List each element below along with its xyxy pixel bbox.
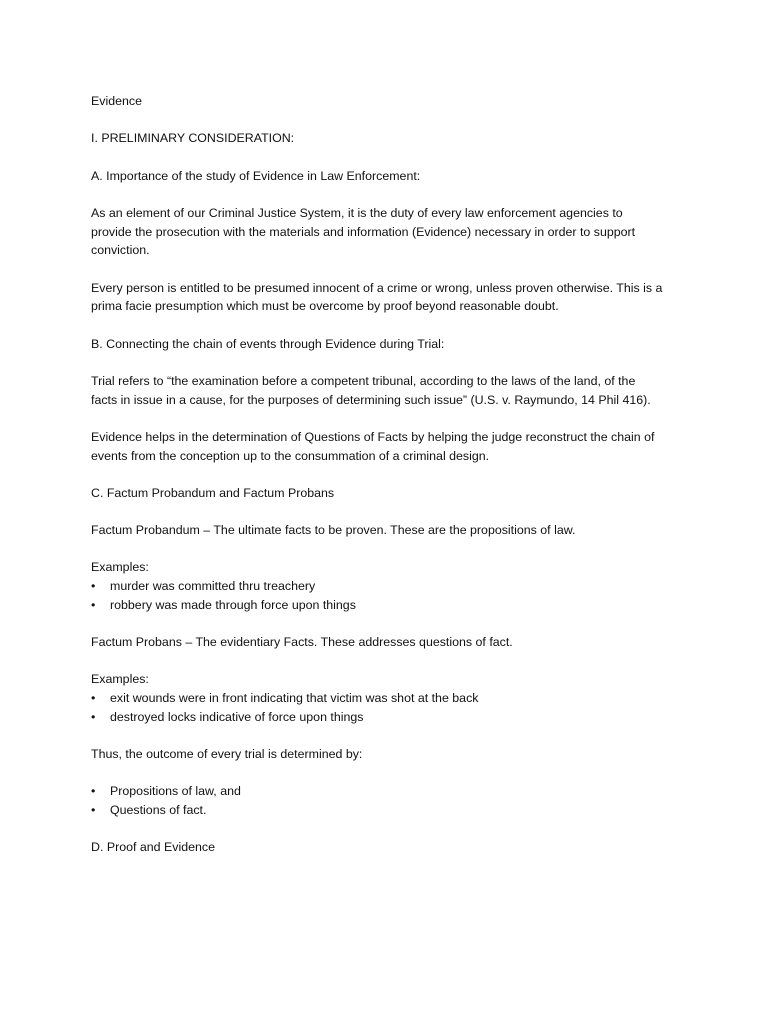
outcome-intro: Thus, the outcome of every trial is determined by: xyxy=(91,747,363,762)
paragraph-line: provide the prosecution with the materials and information (Evidence) necessary in order to support xyxy=(91,224,636,239)
list-item xyxy=(91,782,691,801)
examples-list-probans xyxy=(91,689,691,726)
section-heading-preliminary: I. PRELIMINARY CONSIDERATION: xyxy=(91,131,295,146)
list-item-text: exit wounds were in front indicating that victim was shot at the back xyxy=(110,691,479,706)
subheading-b: B. Connecting the chain of events through Evidence during Trial: xyxy=(91,336,445,351)
list-item xyxy=(91,801,691,820)
paragraph-line: As an element of our Criminal Justice System, it is the duty of every law enforcement agencies to xyxy=(91,205,623,220)
factum-probans-definition: Factum Probans – The evidentiary Facts. These addresses questions of fact. xyxy=(91,635,513,650)
paragraph-line: events from the conception up to the consummation of a criminal design. xyxy=(91,448,490,463)
paragraph-line: Trial refers to “the examination before a competent tribunal, according to the laws of the land, of the xyxy=(91,373,636,388)
document-body xyxy=(91,92,691,876)
factum-probandum-definition: Factum Probandum – The ultimate facts to be proven. These are the propositions of law. xyxy=(91,523,576,538)
outcome-list xyxy=(91,782,691,819)
paragraph-trial xyxy=(91,372,691,409)
paragraph-presumption xyxy=(91,279,691,316)
paragraph-duty xyxy=(91,204,691,260)
list-item-text: destroyed locks indicative of force upon things xyxy=(110,709,364,724)
bullet-icon: • xyxy=(91,784,96,799)
list-item-text: murder was committed thru treachery xyxy=(110,579,316,594)
list-item xyxy=(91,596,691,615)
bullet-icon: • xyxy=(91,579,96,594)
examples-label: Examples: xyxy=(91,560,149,575)
paragraph-line: Every person is entitled to be presumed innocent of a crime or wrong, unless proven otherwise. This is a xyxy=(91,280,663,295)
examples-list-probandum xyxy=(91,577,691,614)
document-title: Evidence xyxy=(91,94,142,108)
paragraph-line: facts in issue in a cause, for the purposes of determining such issue” (U.S. v. Raymundo, 14 Phil 416). xyxy=(91,392,651,407)
bullet-icon: • xyxy=(91,709,96,724)
paragraph-line: conviction. xyxy=(91,243,150,258)
bullet-icon: • xyxy=(91,597,96,612)
list-item-text: Propositions of law, and xyxy=(110,784,241,799)
list-item-text: Questions of fact. xyxy=(110,803,207,818)
list-item xyxy=(91,689,691,708)
paragraph-line: Evidence helps in the determination of Questions of Facts by helping the judge reconstruct the chain of xyxy=(91,429,655,444)
bullet-icon: • xyxy=(91,691,96,706)
paragraph-line: prima facie presumption which must be overcome by proof beyond reasonable doubt. xyxy=(91,299,559,314)
subheading-d: D. Proof and Evidence xyxy=(91,840,215,855)
bullet-icon: • xyxy=(91,803,96,818)
list-item xyxy=(91,577,691,596)
list-item xyxy=(91,708,691,727)
examples-label: Examples: xyxy=(91,672,149,687)
subheading-c: C. Factum Probandum and Factum Probans xyxy=(91,485,335,500)
paragraph-evidence-helps xyxy=(91,428,691,465)
list-item-text: robbery was made through force upon things xyxy=(110,597,356,612)
subheading-a: A. Importance of the study of Evidence in Law Enforcement: xyxy=(91,168,421,183)
